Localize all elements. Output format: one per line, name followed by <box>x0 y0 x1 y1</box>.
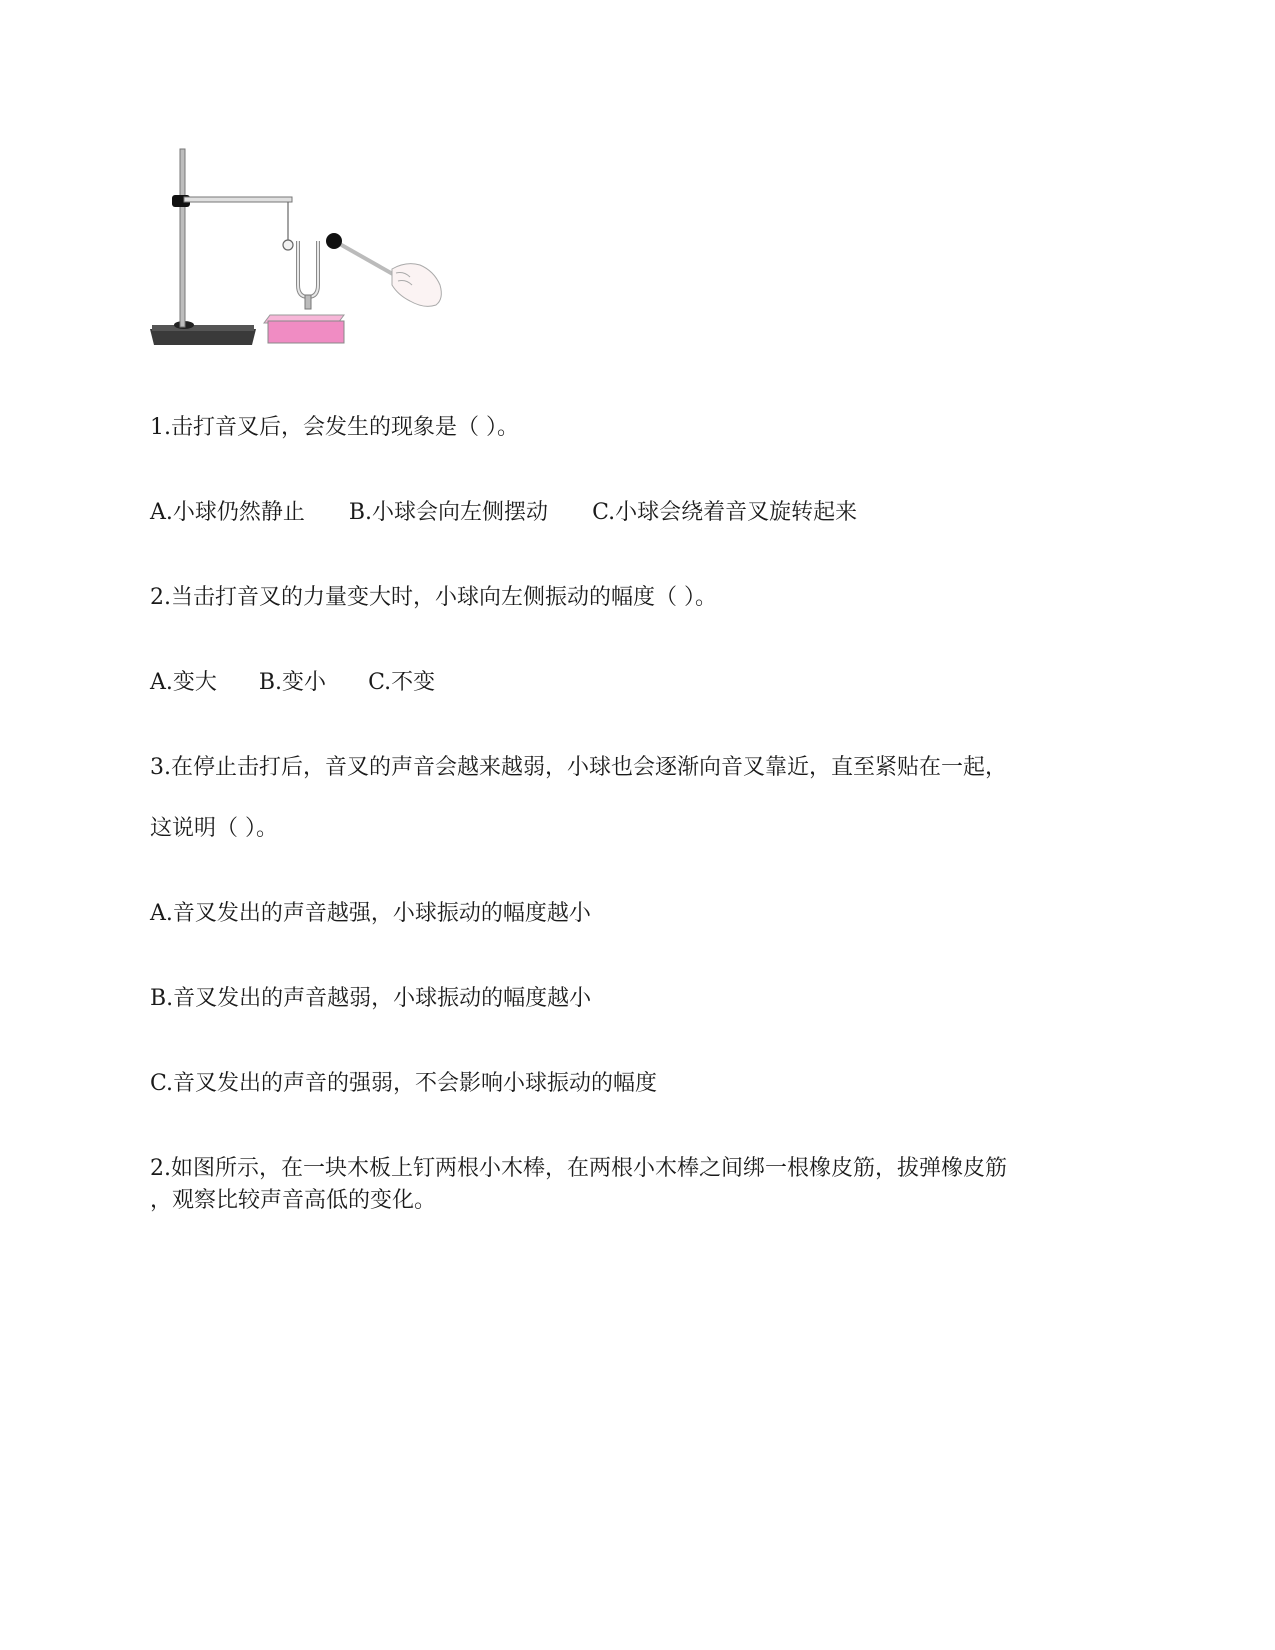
problem-2-line-2: ，观察比较声音高低的变化。 <box>150 1188 437 1213</box>
question-3-option-b: B.音叉发出的声音越弱，小球振动的幅度越小 <box>150 986 592 1011</box>
question-2-option-b: B.变小 <box>258 670 327 695</box>
resonance-box <box>268 321 344 343</box>
question-2-options <box>150 667 435 699</box>
question-3-option-c: C.音叉发出的声音的强弱，不会影响小球振动的幅度 <box>150 1071 658 1096</box>
tuning-fork-experiment-figure <box>148 145 448 365</box>
stand-arm <box>184 197 292 202</box>
tuning-fork <box>298 241 318 297</box>
question-2-option-a: A.变大 <box>150 670 217 695</box>
problem-2-line-1: 2.如图所示，在一块木板上钉两根小木棒，在两根小木棒之间绑一根橡皮筋，拔弹橡皮筋 <box>150 1156 1007 1181</box>
question-1-options <box>150 497 857 529</box>
question-1-option-b: B.小球会向左侧摆动 <box>348 500 549 525</box>
question-3-stem-line-1: 3.在停止击打后，音叉的声音会越来越弱，小球也会逐渐向音叉靠近，直至紧贴在一起， <box>150 755 1007 780</box>
question-3-option-a: A.音叉发出的声音越强，小球振动的幅度越小 <box>150 901 591 926</box>
question-1-stem: 1.击打音叉后，会发生的现象是（ ）。 <box>150 415 519 440</box>
question-2-option-c: C.不变 <box>368 670 436 695</box>
question-1-option-c: C.小球会绕着音叉旋转起来 <box>592 500 858 525</box>
stand-base-top <box>152 325 254 331</box>
question-2-stem: 2.当击打音叉的力量变大时，小球向左侧振动的幅度（ ）。 <box>150 585 717 610</box>
stand-base <box>150 329 256 345</box>
mallet-head <box>326 233 342 249</box>
tuning-fork-stem <box>305 295 311 309</box>
pendulum-ball <box>283 240 293 250</box>
tuning-fork-experiment-illustration <box>148 145 448 365</box>
stand-pole <box>180 149 185 327</box>
question-3-stem-line-2: 这说明（ ）。 <box>150 816 278 841</box>
hand <box>392 264 441 307</box>
question-1-option-a: A.小球仍然静止 <box>150 500 305 525</box>
mallet-handle <box>338 243 398 277</box>
